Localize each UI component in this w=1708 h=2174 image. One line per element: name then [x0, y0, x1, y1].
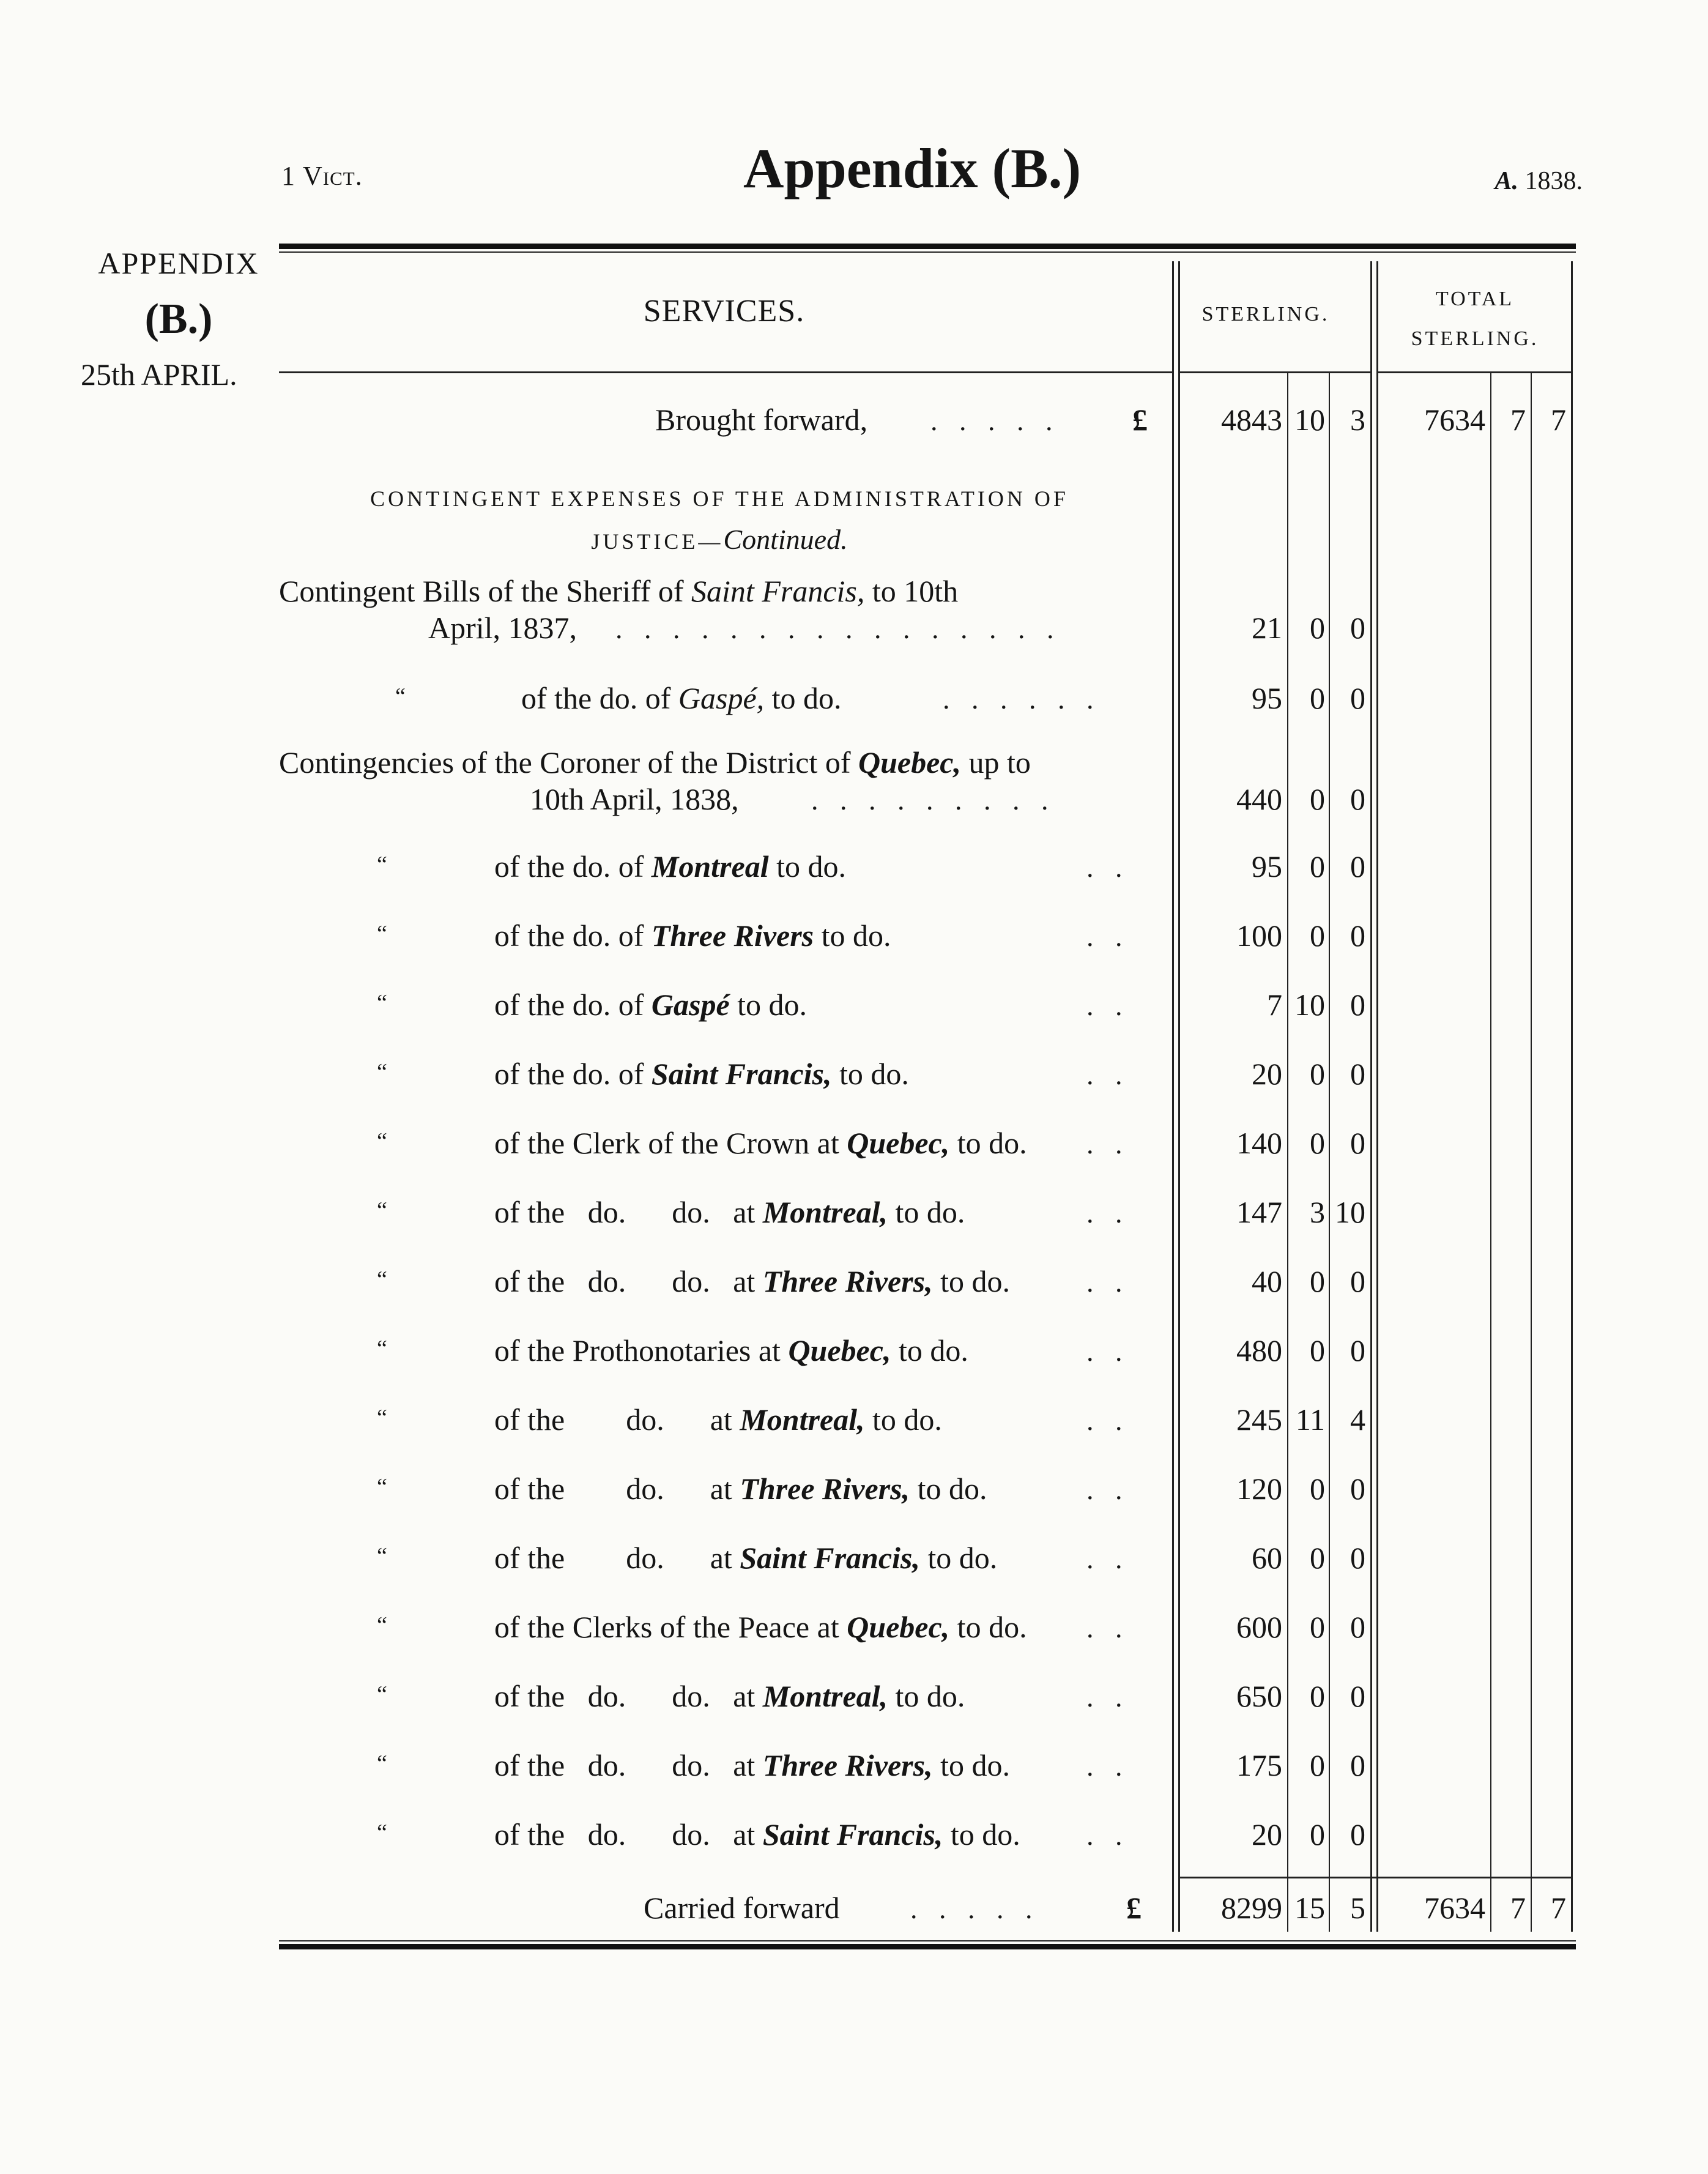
dot-leader: . . . . . . . . . . . . . . . . [615, 613, 1061, 644]
table-row [279, 1741, 1576, 1790]
ditto-mark: “ [377, 1612, 387, 1638]
pence-cell: 0 [1350, 1057, 1365, 1091]
pence-cell: 0 [1350, 1333, 1365, 1368]
row-desc-text: to do. [729, 988, 808, 1022]
rule-header-sterling [1178, 371, 1370, 373]
dot-leader: . . . . . . [943, 683, 1101, 715]
row-desc-text: of the do. of [521, 681, 678, 715]
row-desc-text: to do. [768, 849, 846, 884]
ditto-mark: “ [377, 990, 387, 1016]
pounds-cell: 100 [1236, 918, 1282, 953]
pence-cell: 0 [1350, 1817, 1365, 1852]
row-desc-text: of the do. at [494, 1541, 740, 1575]
currency-sign: £ [1132, 403, 1148, 437]
shillings-cell: 0 [1310, 918, 1325, 953]
pounds-cell: 95 [1252, 681, 1282, 715]
pence-cell: 4 [1350, 1402, 1365, 1437]
ditto-mark: “ [377, 1405, 387, 1431]
row-desc-line2: April, 1837, [428, 611, 577, 645]
row-desc-line1 [279, 573, 958, 609]
table-row [279, 1465, 1576, 1514]
shillings-cell: 0 [1310, 1610, 1325, 1644]
dot-leader: . . [1086, 1059, 1130, 1090]
row-desc-text: of the do. do. at [494, 1264, 763, 1298]
row-desc-text: up to [961, 745, 1031, 780]
row-sheriff-gaspe [279, 674, 1576, 723]
row-desc-text: to do. [764, 681, 842, 715]
ditto-mark: “ [377, 852, 387, 877]
row-desc [494, 1264, 1010, 1299]
row-desc-text: to do. [943, 1817, 1020, 1852]
running-head-right [1494, 166, 1583, 196]
row-coroner-quebec [279, 739, 1576, 824]
column-sterling: STERLING. [1201, 303, 1330, 326]
dot-leader: . . [1086, 1405, 1130, 1436]
pence-cell: 0 [1350, 1679, 1365, 1713]
place-name: Three Rivers, [762, 1748, 933, 1782]
row-carried-forward [279, 1884, 1576, 1933]
dot-leader: . . [1086, 1543, 1130, 1574]
pence-cell: 0 [1350, 988, 1365, 1022]
row-desc-text: of the Clerk of the Crown at [494, 1126, 847, 1160]
row-desc-text: of the do. do. at [494, 1817, 763, 1852]
section-heading-justice: JUSTICE— [591, 529, 724, 554]
row-desc [494, 1056, 909, 1092]
pence-cell: 0 [1350, 681, 1365, 715]
shillings-cell: 0 [1310, 1126, 1325, 1160]
dot-leader: . . [1086, 1474, 1130, 1505]
rule-header-total [1376, 371, 1571, 373]
table-row [279, 1396, 1576, 1445]
ditto-mark: “ [377, 1059, 387, 1085]
dot-leader: . . [1086, 1197, 1130, 1229]
session-year: 1838. [1524, 167, 1583, 195]
pence-cell: 5 [1350, 1891, 1365, 1925]
dot-leader: . . [1086, 1751, 1130, 1782]
row-desc-text: of the do. do. at [494, 1195, 763, 1229]
pence-cell: 0 [1350, 1748, 1365, 1782]
place-name: Montreal, [762, 1679, 888, 1713]
row-brought-forward [279, 396, 1576, 445]
table-row [279, 1603, 1576, 1652]
row-desc-text: of the do. of [494, 918, 652, 953]
table-row [279, 912, 1576, 961]
pounds-cell: 140 [1236, 1126, 1282, 1160]
ditto-mark: “ [377, 1543, 387, 1569]
shillings-cell: 3 [1310, 1195, 1325, 1229]
row-desc-text: of the Clerks of the Peace at [494, 1610, 847, 1644]
total-shillings-cell: 7 [1510, 403, 1526, 437]
dot-leader: . . [1086, 852, 1130, 883]
shillings-cell: 0 [1310, 1541, 1325, 1575]
ditto-mark: “ [377, 1197, 387, 1223]
pence-cell: 0 [1350, 611, 1365, 645]
dot-leader: . . [1086, 1820, 1130, 1851]
shillings-cell: 10 [1294, 988, 1325, 1022]
pence-cell: 0 [1350, 1126, 1365, 1160]
dot-leader: . . [1086, 990, 1130, 1021]
ditto-mark: “ [377, 1751, 387, 1776]
row-desc-text: of the do. of [494, 1057, 652, 1091]
pence-cell: 0 [1350, 1610, 1365, 1644]
shillings-cell: 0 [1310, 1472, 1325, 1506]
carried-forward-label: Carried forward [644, 1891, 840, 1925]
row-desc-text: to do. [831, 1057, 909, 1091]
dot-leader: . . . . . . . . . [811, 784, 1056, 816]
regnal-word: Vict. [303, 161, 363, 191]
table-row [279, 1534, 1576, 1583]
shillings-cell: 0 [1310, 1679, 1325, 1713]
row-desc [494, 1471, 987, 1506]
dot-leader: . . [1086, 921, 1130, 952]
place-name: Montreal, [762, 1195, 888, 1229]
row-desc-text: to do. [814, 918, 891, 953]
table-row [279, 1672, 1576, 1721]
place-name: Gaspé [651, 988, 730, 1022]
place-name: Gaspé, [678, 681, 765, 715]
pounds-cell: 60 [1252, 1541, 1282, 1575]
row-desc-line2: 10th April, 1838, [530, 782, 739, 816]
place-name: Saint Francis, [762, 1817, 943, 1852]
accounts-table [279, 244, 1576, 1949]
ditto-mark: “ [377, 1336, 387, 1361]
section-heading-continued: Continued. [723, 523, 848, 555]
rule-carried-forward [1178, 1877, 1571, 1878]
row-desc [521, 680, 842, 716]
column-total-line2: STERLING. [1411, 327, 1539, 350]
pounds-cell: 95 [1252, 849, 1282, 884]
pence-cell: 0 [1350, 1541, 1365, 1575]
margin-note [81, 245, 277, 393]
pounds-cell: 8299 [1221, 1891, 1282, 1925]
row-desc-text: of the Prothonotaries at [494, 1333, 789, 1368]
pence-cell: 0 [1350, 1264, 1365, 1298]
column-services: SERVICES. [643, 294, 805, 329]
ditto-mark: “ [395, 683, 406, 709]
pence-cell: 0 [1350, 782, 1365, 816]
pounds-cell: 20 [1252, 1057, 1282, 1091]
dot-leader: . . [1086, 1128, 1130, 1160]
row-desc-text: Contingencies of the Coroner of the District of [279, 745, 858, 780]
row-desc-text: to do. [919, 1541, 998, 1575]
row-desc-text: Contingent Bills of the Sheriff of [279, 574, 692, 608]
shillings-cell: 11 [1295, 1402, 1325, 1437]
place-name: Quebec, [858, 745, 961, 780]
currency-sign: £ [1126, 1891, 1142, 1925]
row-desc-text: of the do. do. at [494, 1679, 763, 1713]
dot-leader: . . [1086, 1336, 1130, 1367]
running-head-left [281, 160, 363, 192]
row-desc-text: to do. [932, 1748, 1010, 1782]
total-pence-cell: 7 [1551, 403, 1566, 437]
dot-leader: . . [1086, 1612, 1130, 1644]
row-desc-text: of the do. of [494, 849, 652, 884]
table-row [279, 843, 1576, 892]
row-desc [494, 1609, 1027, 1645]
pounds-cell: 245 [1236, 1402, 1282, 1437]
table-row [279, 1050, 1576, 1099]
place-name: Three Rivers, [762, 1264, 933, 1298]
row-sheriff-saint-francis [279, 567, 1576, 653]
ditto-mark: “ [377, 1681, 387, 1707]
total-pence-cell: 7 [1551, 1891, 1566, 1925]
row-desc-text: to do. [888, 1679, 965, 1713]
place-name: Quebec, [847, 1126, 950, 1160]
row-desc-text: to do. [949, 1126, 1027, 1160]
shillings-cell: 0 [1310, 1817, 1325, 1852]
row-desc-text: to 10th [864, 574, 959, 608]
row-desc-text: to do. [891, 1333, 968, 1368]
pounds-cell: 40 [1252, 1264, 1282, 1298]
row-desc [494, 1748, 1010, 1783]
row-desc [494, 1540, 997, 1576]
row-desc-text: of the do. at [494, 1402, 740, 1437]
ditto-mark: “ [377, 921, 387, 947]
row-desc-text: of the do. do. at [494, 1748, 763, 1782]
dot-leader: . . . . . [930, 405, 1060, 436]
column-total-sterling [1377, 280, 1573, 359]
section-heading-line2 [279, 517, 1160, 562]
place-name: Saint Francis, [740, 1541, 920, 1575]
pounds-cell: 600 [1236, 1610, 1282, 1644]
table-row [279, 1119, 1576, 1168]
shillings-cell: 0 [1310, 1748, 1325, 1782]
row-desc [494, 849, 846, 884]
margin-appendix: APPENDIX [98, 246, 259, 280]
row-desc-text: to do. [888, 1195, 965, 1229]
margin-letter: (B.) [144, 296, 213, 343]
row-desc-text: to do. [949, 1610, 1027, 1644]
pounds-cell: 7 [1267, 988, 1282, 1022]
brought-forward-label: Brought forward, [655, 403, 868, 437]
pence-cell: 0 [1350, 1472, 1365, 1506]
row-desc [494, 1333, 968, 1368]
place-name: Montreal, [740, 1402, 865, 1437]
place-name: Quebec, [847, 1610, 950, 1644]
ditto-mark: “ [377, 1128, 387, 1154]
row-desc [494, 1194, 965, 1230]
regnal-number: 1 [281, 161, 295, 191]
row-desc [494, 987, 807, 1022]
margin-date: 25th APRIL. [81, 357, 237, 392]
row-desc [494, 1817, 1020, 1852]
row-desc-line1 [279, 745, 1031, 780]
pounds-cell: 4843 [1221, 403, 1282, 437]
ditto-mark: “ [377, 1820, 387, 1845]
shillings-cell: 0 [1310, 681, 1325, 715]
pounds-cell: 480 [1236, 1333, 1282, 1368]
place-name: Three Rivers, [740, 1472, 910, 1506]
row-desc [494, 1125, 1027, 1161]
pounds-cell: 175 [1236, 1748, 1282, 1782]
section-heading [279, 482, 1160, 562]
section-heading-line1: CONTINGENT EXPENSES OF THE ADMINISTRATION OF [370, 486, 1069, 511]
shillings-cell: 0 [1310, 1264, 1325, 1298]
pence-cell: 0 [1350, 918, 1365, 953]
table-row [279, 981, 1576, 1030]
page-title: Appendix (B.) [743, 137, 1082, 199]
row-desc [494, 1402, 942, 1437]
place-name: Quebec, [788, 1333, 891, 1368]
pence-cell: 3 [1350, 403, 1365, 437]
place-name: Saint Francis, [691, 574, 865, 608]
rule-header-services [279, 371, 1172, 373]
row-desc-text: to do. [932, 1264, 1010, 1298]
table-row [279, 1811, 1576, 1859]
pounds-cell: 20 [1252, 1817, 1282, 1852]
dot-leader: . . . . . [910, 1893, 1040, 1924]
row-desc-text: of the do. of [494, 988, 652, 1022]
column-total-line1: TOTAL [1435, 288, 1515, 310]
pounds-cell: 120 [1236, 1472, 1282, 1506]
table-row [279, 1257, 1576, 1306]
shillings-cell: 0 [1310, 849, 1325, 884]
table-row [279, 1188, 1576, 1237]
pounds-cell: 21 [1252, 611, 1282, 645]
dot-leader: . . [1086, 1681, 1130, 1713]
session-letter: A. [1494, 167, 1518, 195]
row-desc-text: to do. [910, 1472, 987, 1506]
shillings-cell: 0 [1310, 1333, 1325, 1368]
place-name: Three Rivers [651, 918, 814, 953]
row-desc [494, 1678, 965, 1714]
row-desc-text: to do. [864, 1402, 942, 1437]
ditto-mark: “ [377, 1267, 387, 1292]
shillings-cell: 0 [1310, 1057, 1325, 1091]
shillings-cell: 0 [1310, 782, 1325, 816]
dot-leader: . . [1086, 1267, 1130, 1298]
ditto-mark: “ [377, 1474, 387, 1500]
row-desc-text: of the do. at [494, 1472, 740, 1506]
row-desc [494, 918, 891, 953]
place-name: Saint Francis, [651, 1057, 832, 1091]
shillings-cell: 0 [1310, 611, 1325, 645]
shillings-cell: 15 [1294, 1891, 1325, 1925]
pounds-cell: 440 [1236, 782, 1282, 816]
pence-cell: 10 [1335, 1195, 1365, 1229]
place-name: Montreal [651, 849, 769, 884]
pounds-cell: 650 [1236, 1679, 1282, 1713]
table-row [279, 1327, 1576, 1376]
pence-cell: 0 [1350, 849, 1365, 884]
total-pounds-cell: 7634 [1424, 1891, 1485, 1925]
total-pounds-cell: 7634 [1424, 403, 1485, 437]
shillings-cell: 10 [1294, 403, 1325, 437]
pounds-cell: 147 [1236, 1195, 1282, 1229]
total-shillings-cell: 7 [1510, 1891, 1526, 1925]
